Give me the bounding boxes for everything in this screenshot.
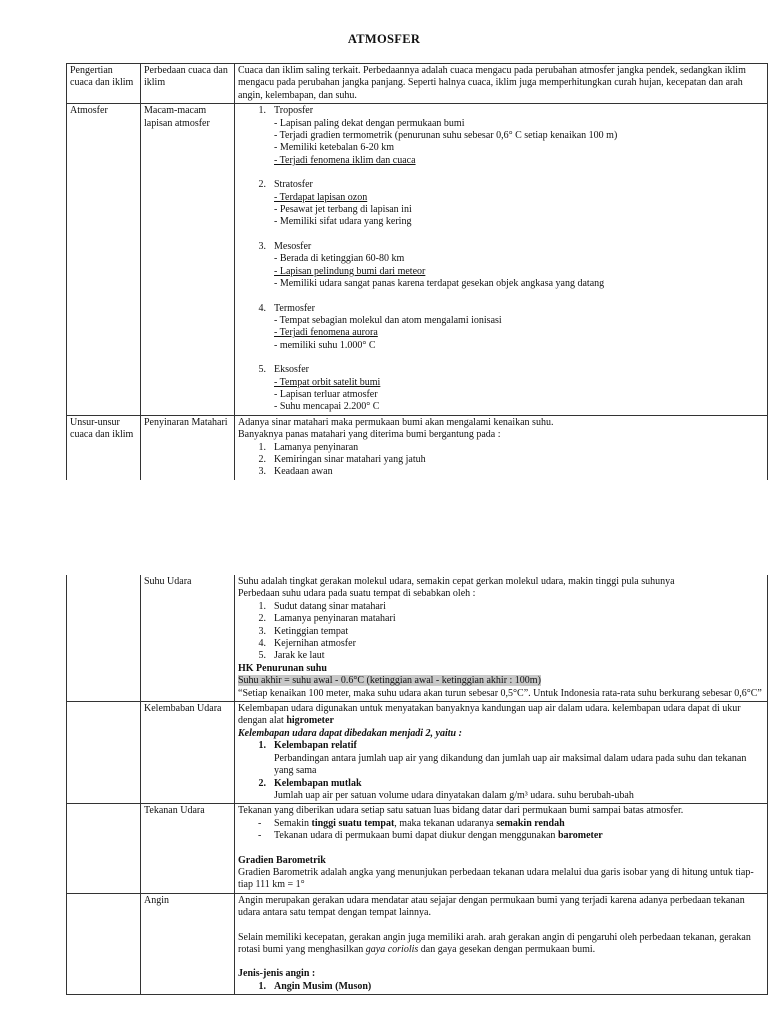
paragraph: Perbedaan suhu udara pada suatu tempat di sebabkan oleh : (238, 588, 476, 600)
document-title: ATMOSFER (347, 32, 421, 46)
list-item-underlined: - Terdapat lapisan ozon (274, 191, 368, 203)
list-number: 3. (258, 240, 266, 252)
layer-troposfer (238, 105, 764, 167)
cell-subtopic: Kelembaban Udara (141, 702, 235, 804)
list-item: Kejernihan atmosfer (274, 638, 356, 650)
text-run: Semakin (274, 817, 312, 829)
dash-item: - Semakin tinggi suatu tempat, maka tekanan udaranya semakin rendah (258, 817, 565, 829)
layer-stratosfer (238, 179, 764, 229)
text-run: Selain memiliki kecepatan, gerakan angin juga memiliki arah. arah gerakan angin di pengaruhi oleh perbedaan tekanan, gerakan rotasi bumi yang menghasilkan (238, 931, 751, 955)
list-item-underlined: - Tempat orbit satelit bumi (274, 376, 381, 388)
paragraph: Tekanan yang diberikan udara setiap satu satuan luas bidang datar dari permukaan bumi sampai batas atmosfer. (238, 805, 684, 817)
list-item: Lamanya penyinaran (274, 441, 359, 453)
list-item-desc: Perbandingan antara jumlah uap air yang dikandung dan jumlah uap air maksimal dalam udara pada suhu dan tekanan yang sama (274, 752, 747, 777)
section-heading: HK Penurunan suhu (238, 662, 327, 674)
list-item: Lamanya penyinaran matahari (274, 613, 396, 625)
table-row (67, 804, 768, 893)
table-row (67, 415, 768, 480)
layer-eksosfer (238, 364, 764, 414)
layer-name: Eksosfer (274, 364, 309, 376)
paragraph: Gradien Barometrik adalah angka yang menunjukan perbedaan tekanan udara melalui dua garis isobar yang di hitung untuk tiap-tiap 111 km = 1° (238, 866, 754, 891)
list-number: 2. (258, 179, 266, 191)
highlighted-formula: Suhu akhir = suhu awal - 0.6°C (ketinggian awal - ketinggian akhir : 100m) (238, 675, 541, 687)
list-item-underlined: - Terjadi fenomena iklim dan cuaca (274, 154, 416, 166)
text-run: dan gaya gesekan dengan permukaan bumi. (418, 943, 596, 955)
cell-subtopic: Macam-macam lapisan atmosfer (141, 104, 235, 416)
section-heading: Kelembapan udara dapat dibedakan menjadi 2, yaitu : (238, 727, 462, 739)
atmosfer-table-part1 (66, 63, 768, 480)
paragraph: Cuaca dan iklim saling terkait. Perbedaannya adalah cuaca mengacu pada perubahan atmosfer jangka pendek, sedangkan iklim mengacu pada perubahan jangka panjang. Seperti halnya cuaca, iklim juga memperhitungkan curah hujan, kecepatan dan arah angin, kelembapan, dan suhu. (238, 65, 746, 101)
quote: “Setiap kenaikan 100 meter, maka suhu udara akan turun sebesar 0,5°C”. Untuk Indonesia rata-rata suhu berkurang sebesar 0,6°C” (238, 687, 762, 699)
table-row (67, 893, 768, 994)
list-item: - Tempat sebagian molekul dan atom mengalami ionisasi (274, 314, 502, 326)
list-number: 1. (258, 600, 266, 612)
list-number: 2. (258, 613, 266, 625)
cell-content (235, 893, 768, 994)
atmosfer-table-part2 (66, 575, 768, 995)
section-heading: Gradien Barometrik (238, 854, 326, 866)
cell-topic: Pengertian cuaca dan iklim (67, 64, 141, 104)
list-number: 1. (258, 441, 266, 453)
list-number: 2. (258, 453, 266, 465)
list-item-title: Kelembapan relatif (274, 740, 357, 752)
paragraph: Adanya sinar matahari maka permukaan bumi akan mengalami kenaikan suhu. (238, 416, 554, 428)
paragraph: Banyaknya panas matahari yang diterima bumi bergantung pada : (238, 429, 501, 441)
list-number: 1. (258, 105, 266, 117)
list-number: 2. (258, 777, 266, 789)
list-item: - Memiliki sifat udara yang kering (274, 216, 412, 228)
cell-topic: Unsur-unsur cuaca dan iklim (67, 415, 141, 480)
text-run-bold: barometer (557, 830, 603, 842)
list-item: Jarak ke laut (274, 650, 325, 662)
list-number: 1. (258, 980, 266, 992)
list-number: 4. (258, 302, 266, 314)
layer-name: Stratosfer (274, 179, 313, 191)
table-row (67, 64, 768, 104)
list-item: Sudut datang sinar matahari (274, 600, 386, 612)
list-number: 4. (258, 638, 266, 650)
dash-item: - Tekanan udara di permukaan bumi dapat diukur dengan menggunakan barometer (258, 830, 603, 842)
text-run: , maka tekanan udaranya (394, 817, 497, 829)
text-run: Kelembapan udara digunakan untuk menyatakan banyaknya kandungan uap air dalam udara. kelembapan udara dapat di ukur dengan alat (238, 703, 741, 727)
cell-content (235, 575, 768, 702)
table-row (67, 702, 768, 804)
list-number: 3. (258, 466, 266, 478)
layer-name: Termosfer (274, 302, 315, 314)
layer-name: Troposfer (274, 105, 314, 117)
list-number: 3. (258, 625, 266, 637)
paragraph: Suhu adalah tingkat gerakan molekul udara, semakin cepat gerkan molekul udara, makin tinggi pula suhunya (238, 576, 675, 587)
layer-name: Mesosfer (274, 240, 312, 252)
list-item: Kemiringan sinar matahari yang jatuh (274, 453, 426, 465)
layer-mesosfer (238, 241, 764, 291)
list-item: - Lapisan terluar atmosfer (274, 388, 378, 400)
list-number: 1. (258, 740, 266, 752)
cell-content (235, 702, 768, 804)
cell-content (235, 804, 768, 893)
text-run-bold: higrometer (286, 715, 334, 727)
text-run-bold: tinggi suatu tempat (311, 817, 395, 829)
list-item-desc: Jumlah uap air per satuan volume udara dinyatakan dalam g/m³ udara. suhu berubah-ubah (274, 789, 634, 801)
list-item: Ketinggian tempat (274, 625, 349, 637)
cell-content (235, 104, 768, 416)
paragraph (238, 932, 764, 957)
list-item: - Suhu mencapai 2.200° C (274, 401, 380, 413)
document-page-2 (0, 560, 768, 1024)
list-item: - Memiliki ketebalan 6-20 km (274, 142, 394, 154)
cell-topic (67, 893, 141, 994)
list-item-underlined: - Lapisan pelindung bumi dari meteor (274, 265, 426, 277)
list-item: - Terjadi gradien termometrik (penurunan suhu sebesar 0,6° C setiap kenaikan 100 m) (274, 130, 618, 142)
cell-subtopic: Angin (141, 893, 235, 994)
cell-subtopic: Suhu Udara (141, 575, 235, 702)
list-item: - Pesawat jet terbang di lapisan ini (274, 204, 412, 216)
cell-topic (67, 702, 141, 804)
list-item: - Memiliki udara sangat panas karena terdapat gesekan objek angkasa yang datang (274, 278, 605, 290)
layer-termosfer (238, 303, 764, 353)
list-item-title: Angin Musim (Muson) (274, 980, 372, 992)
cell-content (235, 415, 768, 480)
list-item: - Berada di ketinggian 60-80 km (274, 253, 405, 265)
list-item: - memiliki suhu 1.000° C (274, 339, 376, 351)
cell-topic: Atmosfer (67, 104, 141, 416)
list-item-underlined: - Terjadi fenomena aurora (274, 327, 378, 339)
paragraph: Angin merupakan gerakan udara mendatar atau sejajar dengan permukaan bumi yang terjadi karena adanya perbedaan tekanan udara antara satu tempat dengan tempat lainnya. (238, 894, 745, 919)
list-number: 5. (258, 364, 266, 376)
table-row (67, 575, 768, 702)
cell-subtopic: Tekanan Udara (141, 804, 235, 893)
list-number: 5. (258, 650, 266, 662)
list-item-title: Kelembapan mutlak (274, 777, 362, 789)
section-heading: Jenis-jenis angin : (238, 968, 316, 980)
list-item: Keadaan awan (274, 466, 333, 478)
paragraph (238, 703, 764, 728)
cell-subtopic: Penyinaran Matahari (141, 415, 235, 480)
cell-topic (67, 804, 141, 893)
cell-content (235, 64, 768, 104)
cell-topic (67, 575, 141, 702)
layer-list (238, 105, 764, 414)
text-run-italic: gaya coriolis (365, 943, 419, 955)
text-run: Tekanan udara di permukaan bumi dapat diukur dengan menggunakan (274, 830, 558, 842)
list-item: - Lapisan paling dekat dengan permukaan bumi (274, 117, 465, 129)
table-row (67, 104, 768, 416)
cell-subtopic: Perbedaan cuaca dan iklim (141, 64, 235, 104)
text-run-bold: semakin rendah (496, 817, 565, 829)
